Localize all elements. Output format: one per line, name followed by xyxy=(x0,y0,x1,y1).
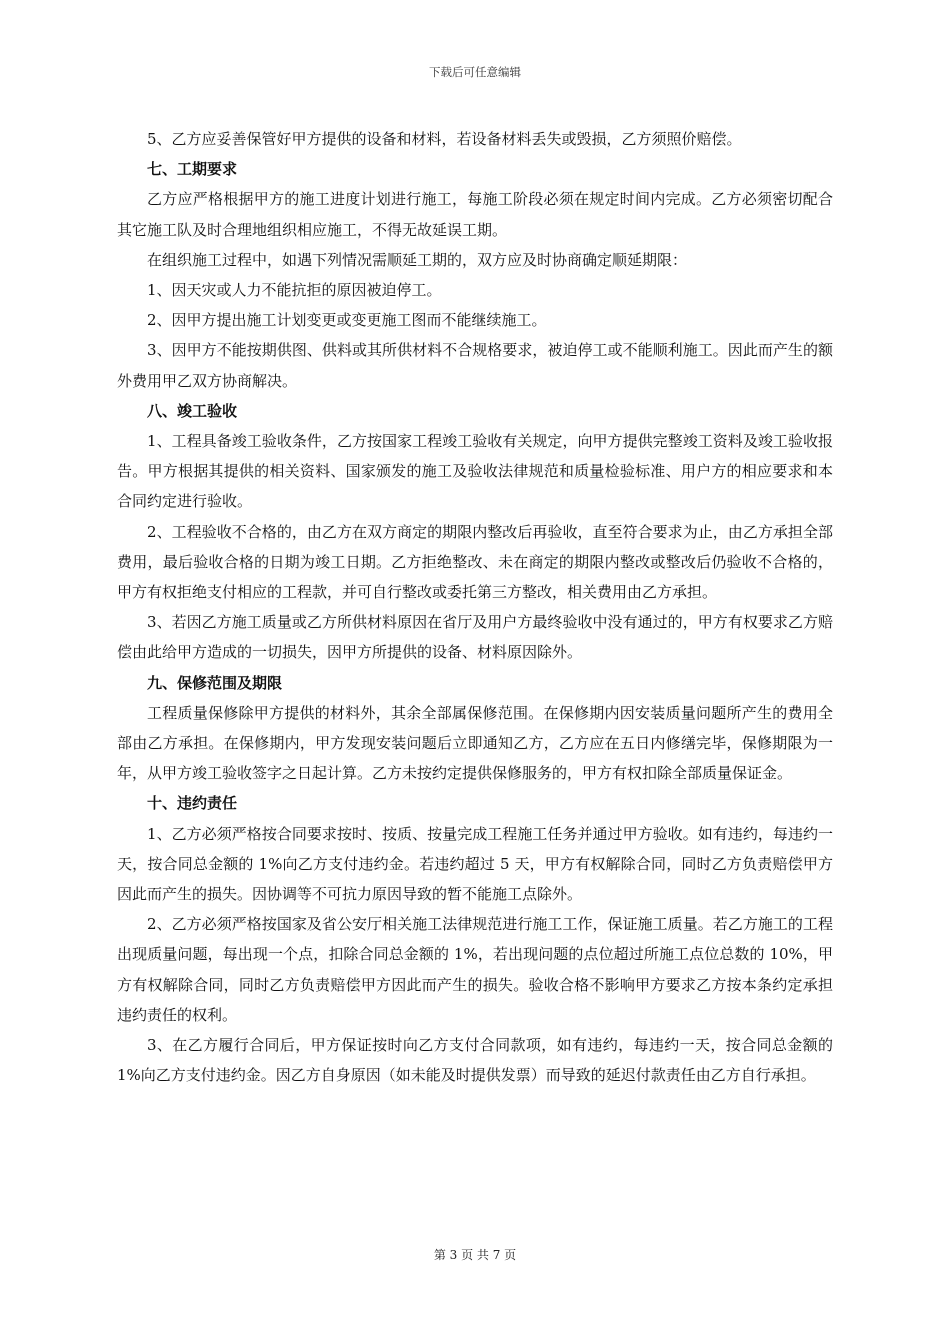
paragraph: 5、乙方应妥善保管好甲方提供的设备和材料，若设备材料丢失或毁损，乙方须照价赔偿。 xyxy=(147,130,742,148)
paragraph: 在组织施工过程中，如遇下列情况需顺延工期的，双方应及时协商确定顺延期限： xyxy=(147,250,688,269)
paragraph: 2、工程验收不合格的，由乙方在双方商定的期限内整改后再验收，直至符合要求为止，由乙方承担全部费用，最后验收合格的日期为竣工日期。乙方拒绝整改、未在商定的期限内整改或整改后仍验收不合格的，甲方有权拒绝支付相应的工程款，并可自行整改或委托第三方整改，相关费用由乙方承担。 xyxy=(117,522,833,602)
section-heading: 八、竣工验收 xyxy=(147,401,238,420)
page-header: 下载后可任意编辑 xyxy=(429,65,521,79)
paragraph: 1、因天灾或人力不能抗拒的原因被迫停工。 xyxy=(147,281,442,300)
section-heading: 七、工期要求 xyxy=(147,160,238,179)
section-heading: 九、保修范围及期限 xyxy=(147,673,283,692)
document-body xyxy=(117,124,833,1091)
paragraph: 3、在乙方履行合同后，甲方保证按时向乙方支付合同款项，如有违约，每违约一天，按合同总金额的 1%向乙方支付违约金。因乙方自身原因（如未能及时提供发票）而导致的延迟付款责任由乙方自行承担。 xyxy=(117,1036,833,1085)
paragraph: 2、乙方必须严格按国家及省公安厅相关施工法律规范进行施工工作，保证施工质量。若乙方施工的工程出现质量问题，每出现一个点，扣除合同总金额的 1%，若出现问题的点位超过所施工点位总数的 10%，甲方有权解除合同，同时乙方负责赔偿甲方因此而产生的损失。验收合格不影响甲方要求乙方按本条约定承担违约责任的权利。 xyxy=(117,915,833,1024)
paragraph: 工程质量保修除甲方提供的材料外，其余全部属保修范围。在保修期内因安装质量问题所产生的费用全部由乙方承担。在保修期内，甲方发现安装问题后立即通知乙方，乙方应在五日内修缮完毕，保修期限为一年，从甲方竣工验收签字之日起计算。乙方未按约定提供保修服务的，甲方有权扣除全部质量保证金。 xyxy=(117,703,833,783)
paragraph: 乙方应严格根据甲方的施工进度计划进行施工，每施工阶段必须在规定时间内完成。乙方必须密切配合其它施工队及时合理地组织相应施工，不得无故延误工期。 xyxy=(117,190,833,239)
paragraph: 3、若因乙方施工质量或乙方所供材料原因在省厅及用户方最终验收中没有通过的，甲方有权要求乙方赔偿由此给甲方造成的一切损失，因甲方所提供的设备、材料原因除外。 xyxy=(117,613,833,662)
paragraph: 3、因甲方不能按期供图、供料或其所供材料不合规格要求，被迫停工或不能顺利施工。因此而产生的额外费用甲乙双方协商解决。 xyxy=(117,341,833,390)
paragraph: 1、工程具备竣工验收条件，乙方按国家工程竣工验收有关规定，向甲方提供完整竣工资料及竣工验收报告。甲方根据其提供的相关资料、国家颁发的施工及验收法律规范和质量检验标准、用户方的相应要求和本合同约定进行验收。 xyxy=(117,432,833,511)
page-footer: 第 3 页 共 7 页 xyxy=(433,1248,517,1262)
section-heading: 十、违约责任 xyxy=(147,794,238,813)
paragraph: 1、乙方必须严格按合同要求按时、按质、按量完成工程施工任务并通过甲方验收。如有违约，每违约一天，按合同总金额的 1%向乙方支付违约金。若违约超过 5 天，甲方有权解除合同，同时乙方负责赔偿甲方因此而产生的损失。因协调等不可抗力原因导致的暂不能施工点除外。 xyxy=(117,824,833,904)
paragraph: 2、因甲方提出施工计划变更或变更施工图而不能继续施工。 xyxy=(147,311,547,330)
